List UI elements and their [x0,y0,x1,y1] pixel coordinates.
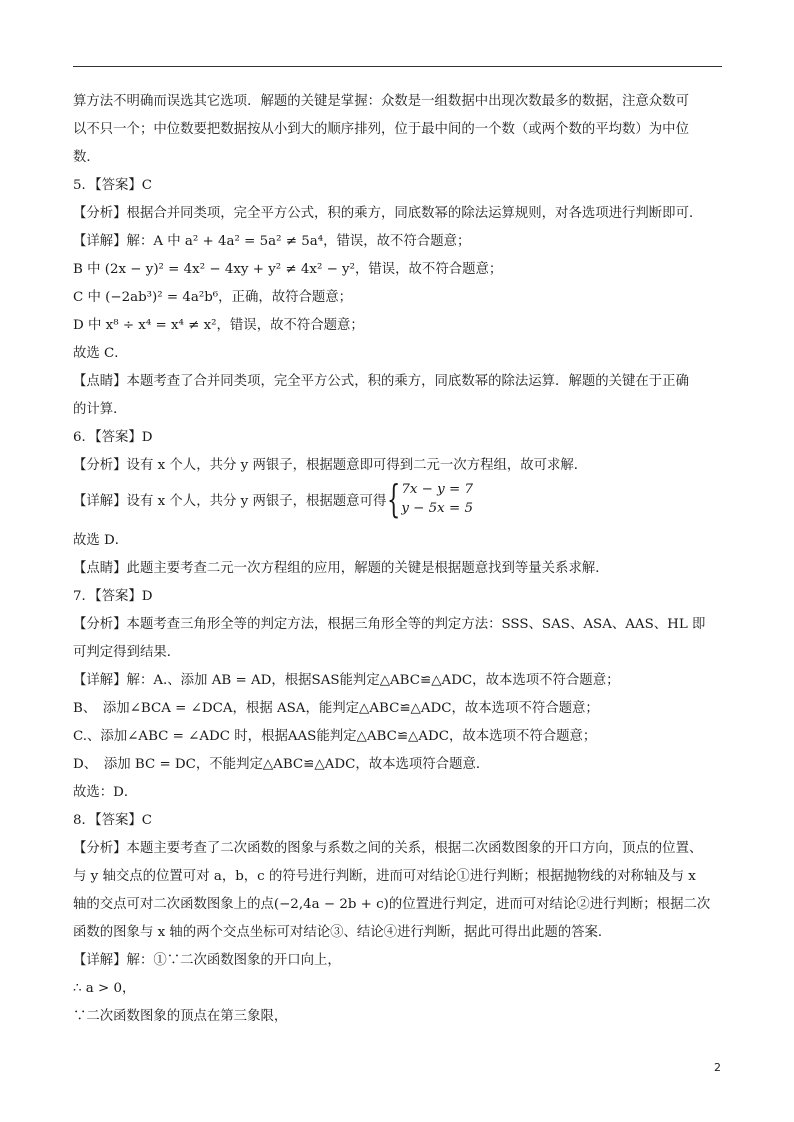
text-line: 以不只一个；中位数要把数据按从小到大的顺序排列，位于最中间的一个数（或两个数的平均数）为中位 [73,122,689,137]
choice-7: 故选：D． [73,785,138,800]
detail-7-c: C.、添加∠ABC = ∠ADC 时，根据AAS能判定△ABC≌△ADC，故本选项不符合题意； [73,729,597,744]
answer-6: 6．【答案】D [73,430,153,445]
answer-5: 5．【答案】C [73,178,153,193]
comment-6: 【点睛】此题主要考查二元一次方程组的应用，解题的关键是根据题意找到等量关系求解． [73,561,609,576]
detail-5-b: B 中 (2x − y)² = 4x² − 4xy + y² ≠ 4x² − y²，错误，故不符合题意； [73,262,503,277]
answer-7: 7．【答案】D [73,589,153,604]
text-line: 可判定得到结果． [73,645,181,660]
choice-5: 故选 C． [73,346,128,361]
text-line: 轴的交点可对二次函数图象上的点(−2,4a − 2b + c)的位置进行判定，进而可对结论②进行判断；根据二次 [73,897,711,912]
left-brace-icon: { [387,477,401,521]
analysis-6: 【分析】设有 x 个人，共分 y 两银子，根据题意即可得到二元一次方程组，故可求解． [73,458,588,473]
choice-6: 故选 D． [73,533,129,548]
detail-7-a: 【详解】解：A.、添加 AB = AD，根据SAS能判定△ABC≌△ADC，故本选项不符合题意； [73,673,620,688]
text-line: ∴ a > 0， [73,981,136,996]
text-line: 函数的图象与 x 轴的两个交点坐标可对结论③、结论④进行判断，据此可得出此题的答案． [73,925,612,940]
analysis-7: 【分析】本题考查三角形全等的判定方法，根据三角形全等的判定方法：SSS、SAS、ASA、AAS、HL 即 [73,617,706,632]
document-body [73,92,725,1026]
detail-5-a: 【详解】解：A 中 a² + 4a² = 5a² ≠ 5a⁴，错误，故不符合题意； [73,234,471,249]
text-line: ∵二次函数图象的顶点在第三象限， [73,1009,288,1024]
text-line: 数． [73,150,100,165]
equation-stack [401,480,473,518]
text-line: 与 y 轴交点的位置可对 a，b，c 的符号进行判断，进而可对结论①进行判断；根据抛物线的对称轴及与 x [73,869,696,884]
detail-7-d: D、 添加 BC = DC，不能判定△ABC≌△ADC，故本选项符合题意． [73,757,490,772]
detail-8: 【详解】解：①∵二次函数图象的开口向上， [73,953,341,968]
analysis-5: 【分析】根据合并同类项，完全平方公式，积的乘方，同底数幂的除法运算规则，对各选项进行判断即可． [73,206,703,221]
comment-5: 【点睛】本题考查了合并同类项，完全平方公式，积的乘方，同底数幂的除法运算．解题的关键在于正确 [73,374,689,389]
text-line: 算方法不明确而误选其它选项．解题的关键是掌握：众数是一组数据中出现次数最多的数据，注意众数可 [73,94,689,109]
detail-6: 【详解】设有 x 个人，共分 y 两银子，根据题意可得 [73,493,387,509]
answer-8: 8．【答案】C [73,813,153,828]
text-line: 的计算． [73,402,127,417]
header-rule [73,66,722,67]
detail-5-c: C 中 (−2ab³)² = 4a²b⁶，正确，故符合题意； [73,290,353,305]
equation-2: y − 5x = 5 [401,501,473,516]
equation-1: 7x − y = 7 [401,482,473,497]
detail-5-d: D 中 x⁸ ÷ x⁴ = x⁴ ≠ x²，错误，故不符合题意； [73,318,364,333]
analysis-8: 【分析】本题主要考查了二次函数的图象与系数之间的关系，根据二次函数图象的开口方向，顶点的位置、 [73,841,703,856]
page-number: 2 [714,1061,721,1074]
detail-7-b: B、 添加∠BCA = ∠DCA，根据 ASA，能判定△ABC≌△ADC，故本选项不符合题意； [73,701,599,716]
equation-system [73,477,725,521]
